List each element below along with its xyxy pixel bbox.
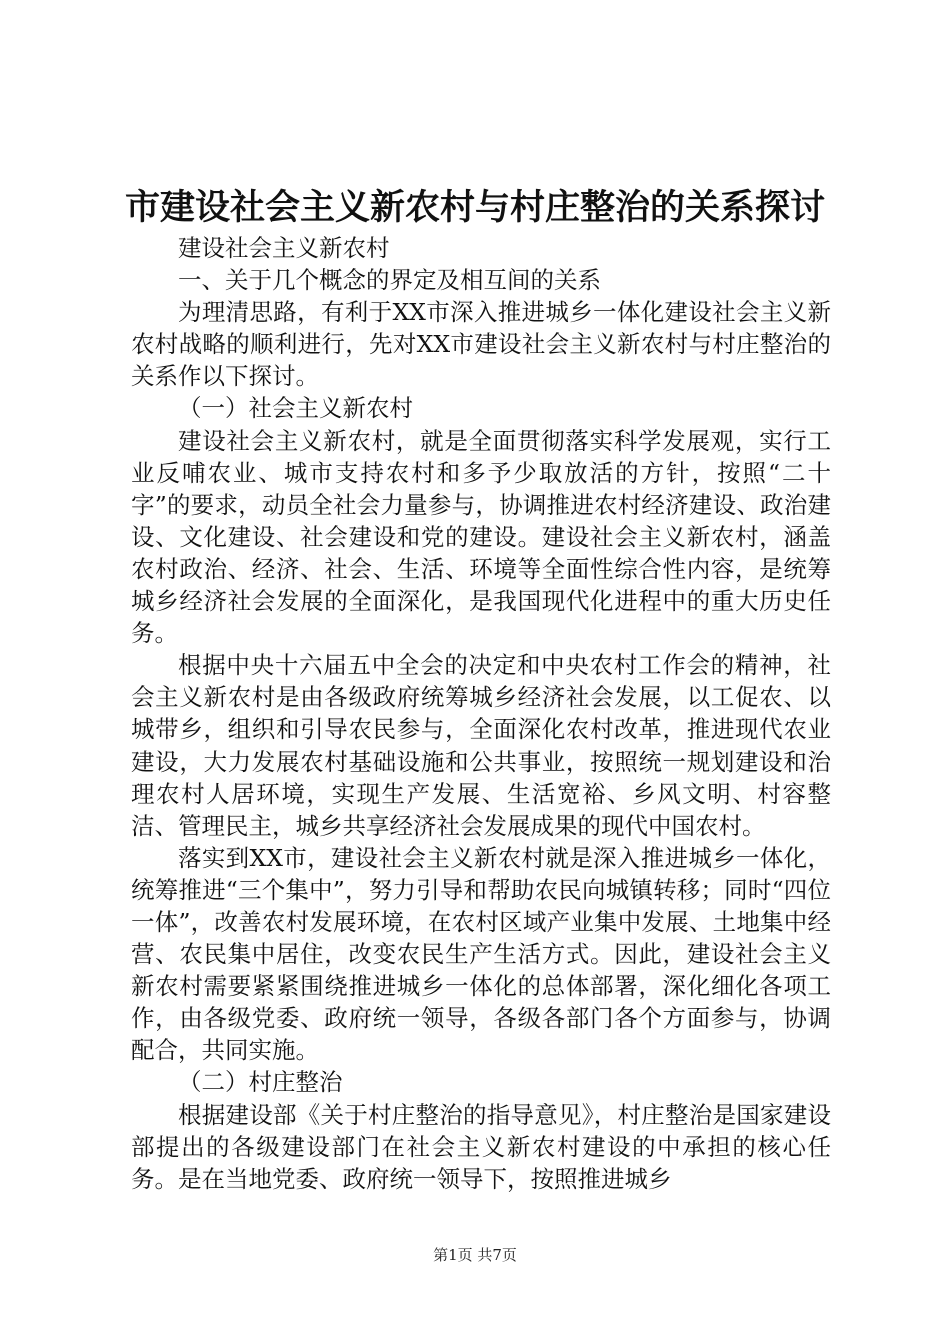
subsection-heading: （一）社会主义新农村 (178, 394, 413, 423)
paragraph: 落实到XX市，建设社会主义新农村就是深入推进城乡一体化，统筹推进“三个集中”，努力引导和帮助农民向城镇转移；同时“四位一体”，改善农村发展环境，在农村区域产业集中发展、土地集中经营、农民集中居住，改变农民生产生活方式。因此，建设社会主义新农村需要紧紧围绕推进城乡一体化的总体部署，深化细化各项工作，由各级党委、政府统一领导，各级各部门各个方面参与，协调配合，共同实施。 (131, 843, 831, 1065)
page-footer: 第1页 共7页 (433, 1246, 517, 1264)
document-title: 市建设社会主义新农村与村庄整治的关系探讨 (124, 188, 825, 228)
paragraph: 建设社会主义新农村，就是全面贯彻落实科学发展观，实行工业反哺农业、城市支持农村和多予少取放活的方针，按照“二十字”的要求，动员全社会力量参与，协调推进农村经济建设、政治建设、文化建设、社会建设和党的建设。建设社会主义新农村，涵盖农村政治、经济、社会、生活、环境等全面性综合性内容，是统筹城乡经济社会发展的全面深化，是我国现代化进程中的重大历史任务。 (131, 426, 831, 648)
paragraph: 为理清思路，有利于XX市深入推进城乡一体化建设社会主义新农村战略的顺利进行，先对XX市建设社会主义新农村与村庄整治的关系作以下探讨。 (131, 298, 831, 391)
paragraph: 根据建设部《关于村庄整治的指导意见》，村庄整治是国家建设部提出的各级建设部门在社会主义新农村建设的中承担的核心任务。是在当地党委、政府统一领导下，按照推进城乡 (131, 1100, 831, 1193)
paragraph: 建设社会主义新农村 (178, 234, 390, 262)
document-body (131, 232, 831, 1195)
section-heading: 一、关于几个概念的界定及相互间的关系 (178, 266, 601, 295)
subsection-heading: （二）村庄整治 (178, 1068, 343, 1097)
paragraph: 根据中央十六届五中全会的决定和中央农村工作会的精神，社会主义新农村是由各级政府统筹城乡经济社会发展，以工促农、以城带乡，组织和引导农民参与，全面深化农村改革，推进现代农业建设，大力发展农村基础设施和公共事业，按照统一规划建设和治理农村人居环境，实现生产发展、生活宽裕、乡风文明、村容整洁、管理民主，城乡共享经济社会发展成果的现代中国农村。 (131, 651, 831, 840)
